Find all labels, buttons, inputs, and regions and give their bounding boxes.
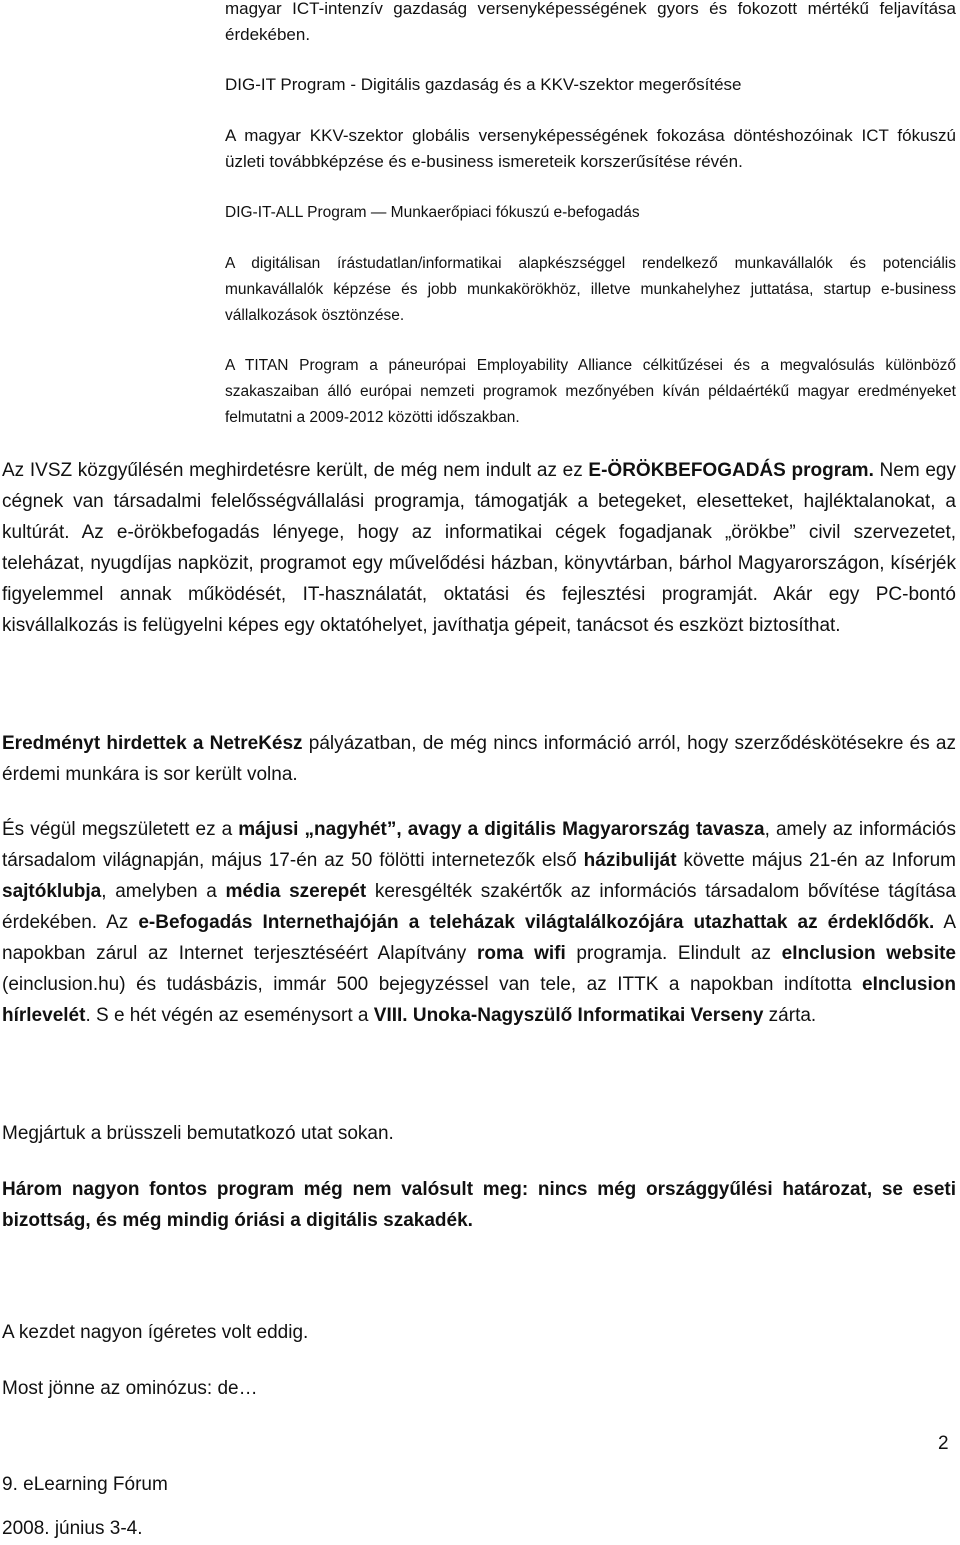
- dig-it-heading: DIG-IT Program - Digitális gazdaság és a KKV-szektor megerősítése: [225, 75, 742, 94]
- majus-bold-4: média szerepét: [225, 881, 367, 902]
- majus-bold-5: e-Befogadás Internethajóján a teleházak világtalálkozójára utazhattak az érdeklődők.: [138, 912, 935, 933]
- majus-text-9: . S e hét végén az eseménysort a: [85, 1005, 374, 1026]
- titan-paragraph: A TITAN Program a páneurópai Employability Alliance célkitűzései és a megvalósulás különböző szakaszaiban álló európai nemzeti programok mezőnyében kíván példaértékű magyar eredményeket felmutatni a 2009-2012 közötti időszakban.: [225, 357, 956, 426]
- majus-bold-1: májusi „nagyhét”, avagy a digitális Magyarország tavasza: [238, 819, 765, 840]
- majus-text-4: , amelyben a: [101, 881, 226, 902]
- majus-bold-7: eInclusion website: [781, 943, 957, 964]
- majus-bold-8: eInclusion hírlevelét: [2, 974, 956, 1026]
- netrekesz-text: pályázatban, de még nincs információ arról, hogy szerződéskötésekre és az érdemi munkára is sor került volna.: [2, 733, 956, 785]
- dig-it-all-heading: DIG-IT-ALL Program — Munkaerőpiaci fókuszú e-befogadás: [225, 204, 640, 221]
- dig-it-all-paragraph: A digitálisan írástudatlan/informatikai alapkészséggel rendelkező munkavállalók és potenciális munkavállalók képzése és jobb munkakörökhöz, illetve munkahelyhez juttatása, startup e-business vállalkozások ösztönzése.: [225, 255, 956, 324]
- majus-text-5: keresgélték szakértők az információs társadalom bővítése tágítása érdekében. Az: [2, 881, 956, 933]
- netrekesz-paragraph: [2, 728, 956, 790]
- majus-paragraph: [2, 814, 956, 1031]
- majus-text-10: zárta.: [763, 1005, 817, 1026]
- majus-text-7: programja. Elindult az: [565, 943, 782, 964]
- footer-date: 2008. június 3-4.: [2, 1518, 143, 1539]
- footer-event: 9. eLearning Fórum: [2, 1474, 168, 1495]
- ivsz-text-1: Az IVSZ közgyűlésén meghirdetésre került, de még nem indult az ez: [2, 460, 589, 481]
- page-number: 2: [938, 1433, 949, 1454]
- harom-program-paragraph: Három nagyon fontos program még nem valósult meg: nincs még országgyűlési határozat, se eseti bizottság, és még mindig óriási a digitális szakadék.: [2, 1179, 956, 1231]
- majus-text-2: , amely az információs társadalom világnapján, május 17-én az 50 fölötti internetezők első: [2, 819, 956, 871]
- majus-bold-6: roma wifi: [476, 943, 566, 964]
- intro-paragraph: magyar ICT-intenzív gazdaság versenyképességének gyors és fokozott mértékű feljavítása érdekében.: [225, 0, 956, 44]
- kezdet-paragraph: A kezdet nagyon ígéretes volt eddig.: [2, 1322, 309, 1343]
- majus-text-8: (einclusion.hu) és tudásbázis, immár 500 bejegyzéssel van tele, az ITTK a napokban indította: [2, 974, 863, 995]
- brussel-paragraph: Megjártuk a brüsszeli bemutatkozó utat sokan.: [2, 1123, 394, 1144]
- netrekesz-bold: Eredményt hirdettek a NetreKész: [2, 733, 303, 754]
- most-paragraph: Most jönne az ominózus: de…: [2, 1378, 258, 1399]
- majus-bold-3: sajtóklubja: [2, 881, 102, 902]
- ivsz-text-2: Nem egy cégnek van társadalmi felelősségvállalási programja, támogatják a betegeket, elesetteket, hajléktalanokat, a kultúrát. Az e-örökbefogadás lényege, hogy az informatikai cégek fogadjanak „örökbe” civil szervezetet, teleházat, nyugdíjas napközit, programot egy művelődési házban, könyvtárban, bárhol Magyarországon, kísérjék figyelemmel annak működését, IT-használatát, oktatási és fejlesztési programját. Akár egy PC-bontó kisvállalkozás is felügyelni képes egy oktatóhelyet, javíthatja gépeit, tanácsot és eszközt biztosíthat.: [2, 460, 956, 636]
- ivsz-bold-1: E-ÖRÖKBEFOGADÁS program.: [588, 460, 874, 481]
- majus-bold-2: házibuliját: [583, 850, 677, 871]
- majus-text-6: A napokban zárul az Internet terjesztéséért Alapítvány: [2, 912, 956, 964]
- ivsz-paragraph: [2, 455, 956, 641]
- majus-bold-9: VIII. Unoka-Nagyszülő Informatikai Verseny: [373, 1005, 764, 1026]
- majus-text-1: És végül megszületett ez a: [2, 819, 239, 840]
- majus-text-3: követte május 21-én az Inforum: [676, 850, 956, 871]
- dig-it-paragraph: A magyar KKV-szektor globális versenyképességének fokozása döntéshozóinak ICT fókuszú üzleti továbbképzése és e-business ismereteik korszerűsítése révén.: [225, 126, 956, 171]
